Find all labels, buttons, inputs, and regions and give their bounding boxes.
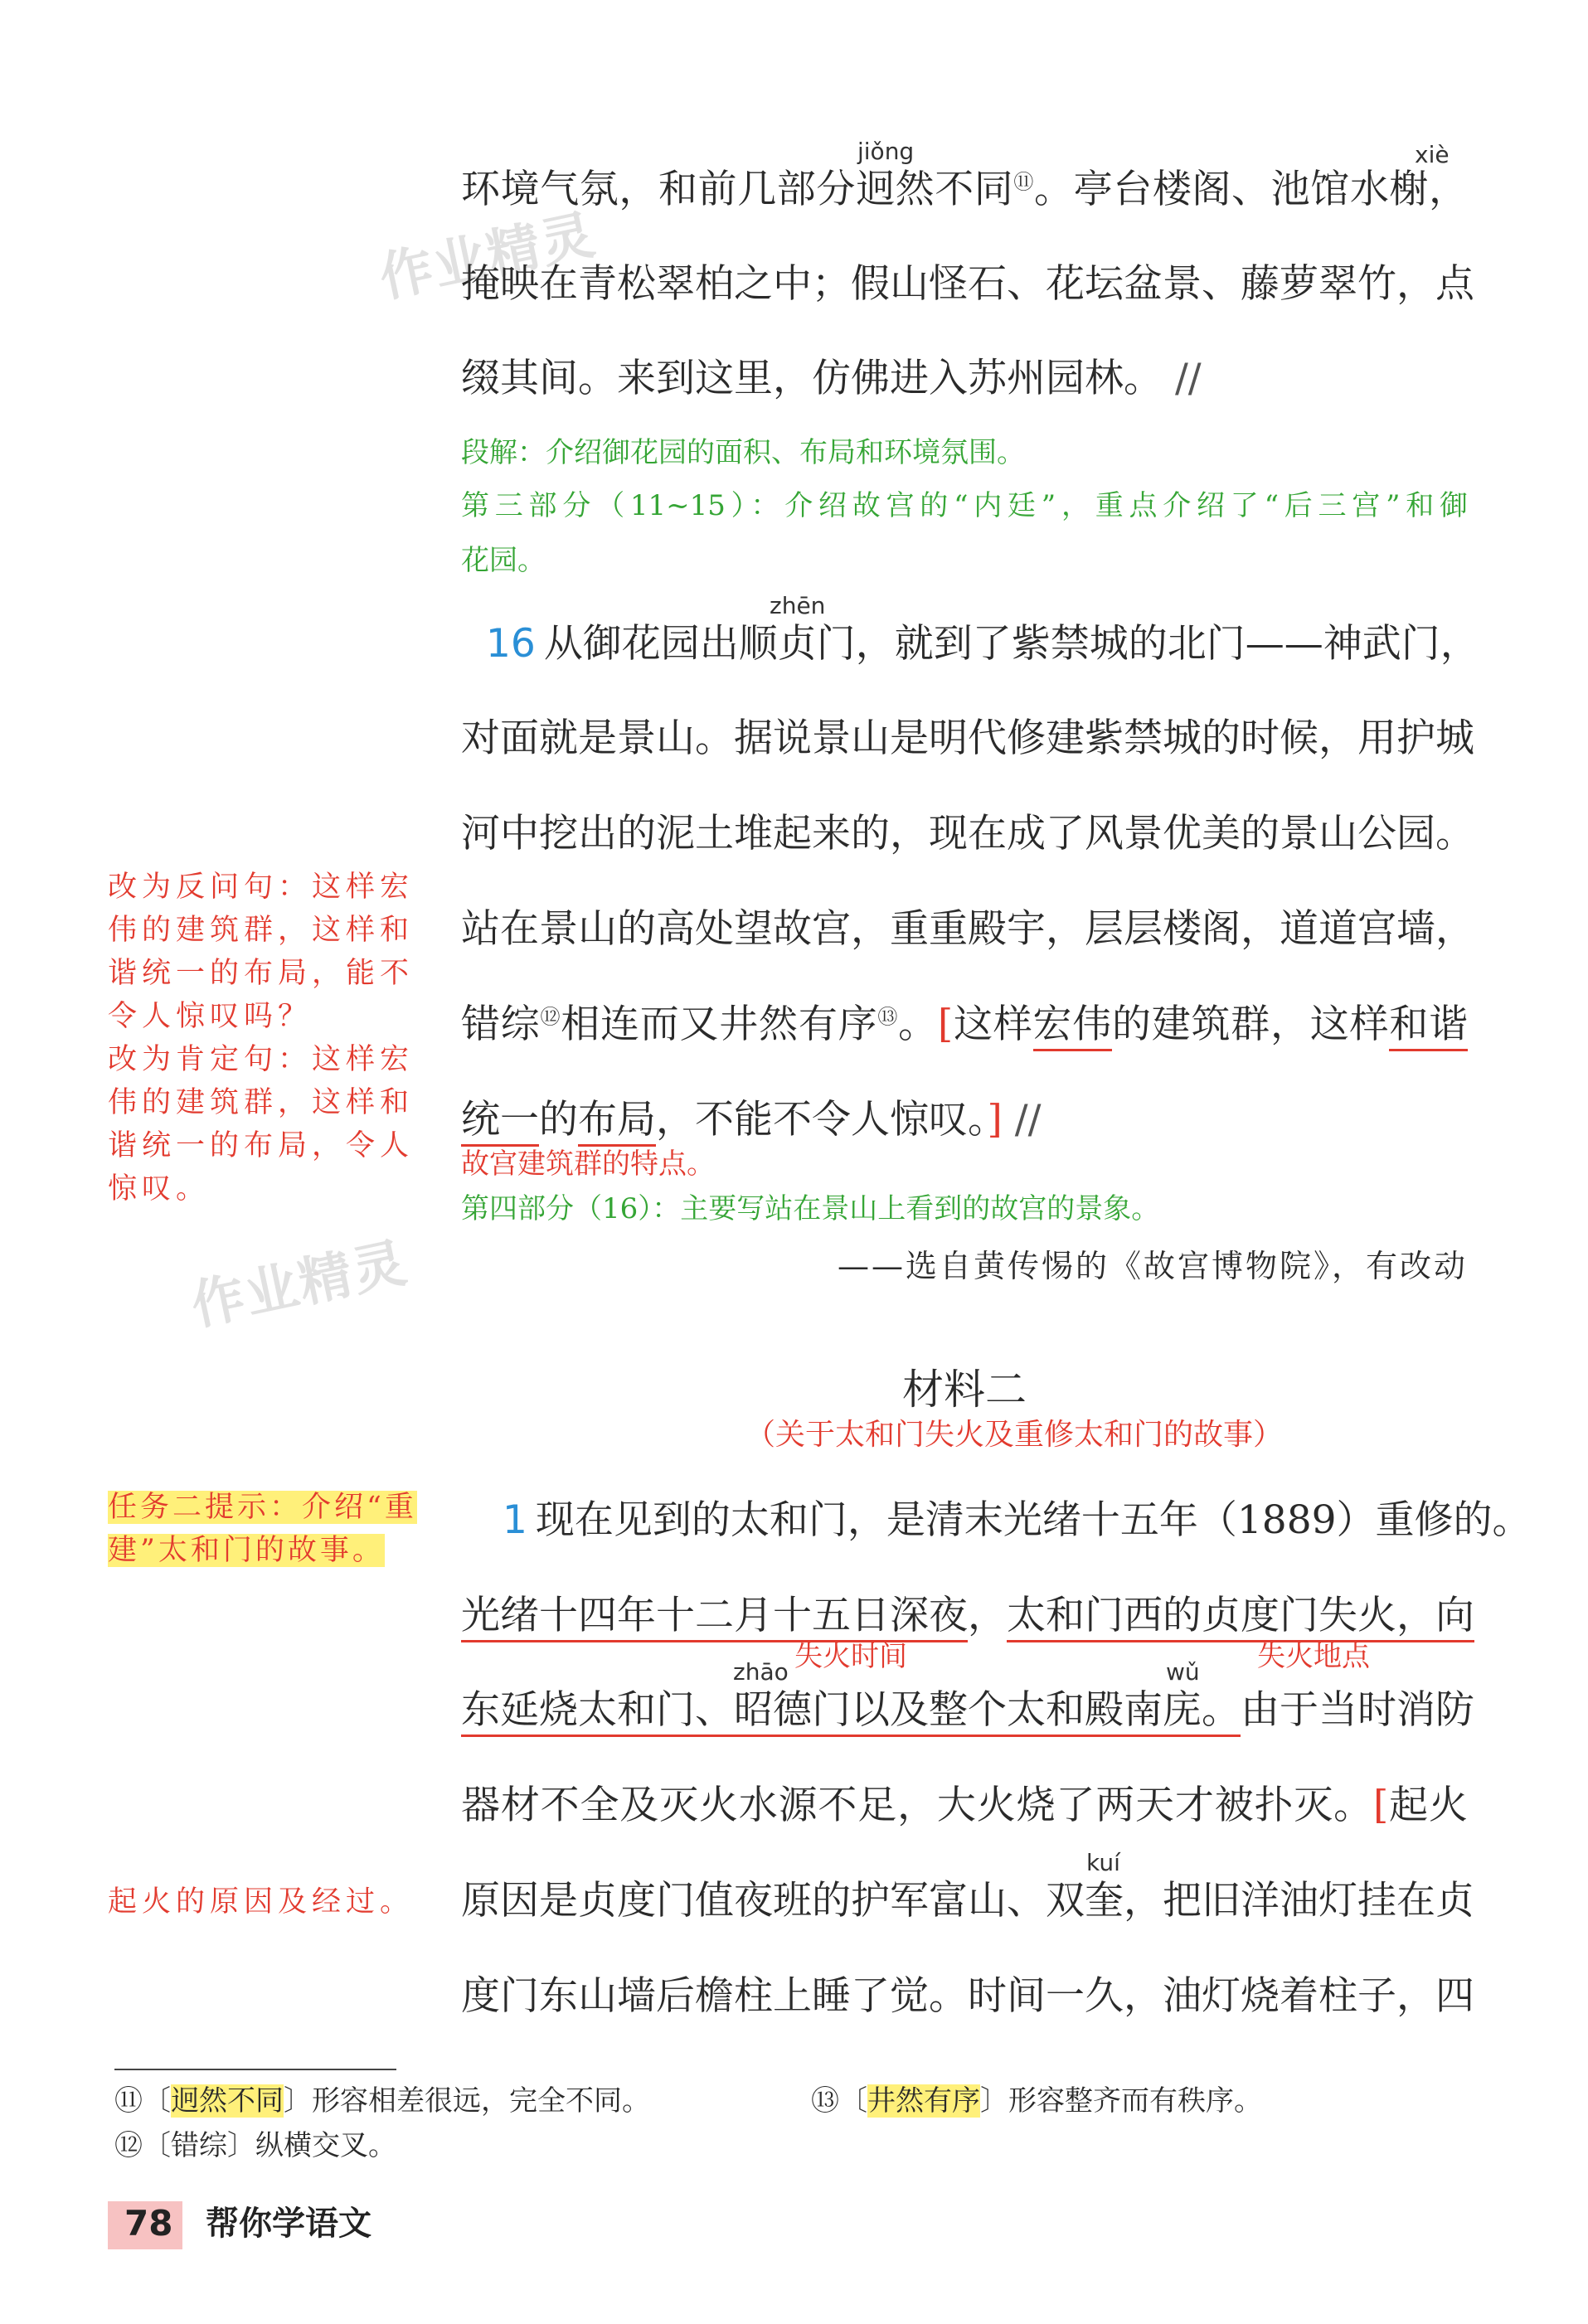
section-divider-mark: // xyxy=(1014,1097,1042,1143)
text-line: 原因是贞度门值夜班的护军富山、双奎，把旧洋油灯挂在贞 xyxy=(461,1878,1474,1924)
underlined-phrase: 东延烧太和门、昭德门以及整个太和殿南庑。 xyxy=(461,1687,1241,1737)
text-line: 掩映在青松翠柏之中；假山怪石、花坛盆景、藤萝翠竹，点 xyxy=(461,261,1474,307)
highlight-bracket-open: [ xyxy=(937,1002,954,1047)
section-summary-note: 第三部分（11~15）：介绍故宫的“内廷”，重点介绍了“后三宫”和御 xyxy=(461,489,1468,522)
task-hint: 任务二提示：介绍“重 建”太和门的故事。 xyxy=(108,1491,417,1567)
pinyin-xie: xiè xyxy=(1415,141,1450,168)
footnote-ref: ⑪ xyxy=(1013,170,1035,194)
side-annotation-rewrite: 改为反问句：这样宏 伟的建筑群，这样和 谐统一的布局，能不 令人惊叹吗？ 改为肯定句：这样宏 伟的建筑群，这样和 谐统一的布局，令人 惊叹。 xyxy=(108,871,415,1206)
red-annotation: 故宫建筑群的特点。 xyxy=(461,1147,715,1181)
underlined-word: 布局 xyxy=(578,1097,656,1147)
side-annotation-fire-cause: 起火的原因及经过。 xyxy=(108,1885,415,1919)
pinyin-zhen: zhēn xyxy=(770,592,826,619)
text-line: 缀其间。来到这里，仿佛进入苏州园林。 // xyxy=(461,356,1202,401)
underlined-phrase-time: 光绪十四年十二月十五日深夜 xyxy=(461,1593,968,1642)
paragraph-number: 1 xyxy=(503,1497,527,1543)
paragraph-number: 16 xyxy=(486,621,536,667)
text-line: 16 从御花园出顺贞门，就到了紫禁城的北门——神武门， xyxy=(486,621,1479,667)
label-fire-place: 失火地点 xyxy=(1257,1640,1370,1673)
underlined-word: 和谐 xyxy=(1389,1002,1468,1051)
pinyin-jiong: jiǒng xyxy=(857,138,915,165)
material-subtitle: （关于太和门失火及重修太和门的故事） xyxy=(745,1418,1283,1452)
text-line: 站在景山的高处望故宫，重重殿宇，层层楼阁，道道宫墙， xyxy=(461,906,1474,952)
text-line: 器材不全及灭火水源不足，大火烧了两天才被扑灭。[起火 xyxy=(461,1783,1469,1828)
text-line: 错综⑫相连而又井然有序⑬。[这样宏伟的建筑群，这样和谐 xyxy=(461,999,1468,1050)
material-title: 材料二 xyxy=(902,1366,1027,1414)
text-line: 1 现在见到的太和门，是清末光绪十五年（1889）重修的。 xyxy=(503,1497,1532,1543)
underlined-phrase-place: 太和门西的贞度门失火，向 xyxy=(1007,1593,1474,1642)
pinyin-zhao: zhāo xyxy=(733,1658,789,1686)
text-line: 河中挖出的泥土堆起来的，现在成了风景优美的景山公园。 xyxy=(461,811,1474,856)
source-citation: ——选自黄传惕的《故宫博物院》，有改动 xyxy=(837,1248,1468,1284)
watermark: 作业精灵 xyxy=(186,1232,414,1338)
text-line: 对面就是景山。据说景山是明代修建紫禁城的时候，用护城 xyxy=(461,716,1474,761)
paragraph-analysis-note: 段解：介绍御花园的面积、布局和环境氛围。 xyxy=(461,436,1025,469)
footnote-rule xyxy=(114,2069,396,2070)
section-summary-note: 第四部分（16）：主要写站在景山上看到的故宫的景象。 xyxy=(461,1192,1160,1225)
pinyin-wu: wǔ xyxy=(1166,1658,1200,1686)
page-number: 78 xyxy=(124,2203,173,2244)
text-line: 光绪十四年十二月十五日深夜，太和门西的贞度门失火，向 xyxy=(461,1590,1468,1642)
section-summary-note-cont: 花园。 xyxy=(461,544,546,577)
highlight-bracket-open: [ xyxy=(1373,1783,1389,1828)
highlight-bracket-close: ] xyxy=(987,1097,1003,1143)
text-line: 统一的布局，不能不令人惊叹。] // xyxy=(461,1094,1468,1146)
section-divider-mark: // xyxy=(1174,356,1202,401)
footnote-12: ⑫〔错综〕纵横交叉。 xyxy=(114,2129,396,2162)
text-line: 东延烧太和门、昭德门以及整个太和殿南庑。由于当时消防 xyxy=(461,1685,1468,1736)
underlined-word: 统一 xyxy=(461,1097,539,1147)
footnote-13: ⑬〔井然有序〕形容整齐而有秩序。 xyxy=(811,2084,1262,2118)
watermark: 作业精灵 xyxy=(374,204,602,310)
text-line: 环境气氛，和前几部分迥然不同⑪。亭台楼阁、池馆水榭， xyxy=(461,167,1469,212)
book-title: 帮你学语文 xyxy=(206,2205,372,2243)
underlined-word: 宏伟 xyxy=(1033,1002,1113,1051)
footnote-11: ⑪〔迥然不同〕形容相差很远，完全不同。 xyxy=(114,2084,650,2118)
text-line: 度门东山墙后檐柱上睡了觉。时间一久，油灯烧着柱子，四 xyxy=(461,1973,1474,2019)
pinyin-kui: kuí xyxy=(1086,1849,1120,1876)
label-fire-time: 失火时间 xyxy=(794,1640,907,1673)
